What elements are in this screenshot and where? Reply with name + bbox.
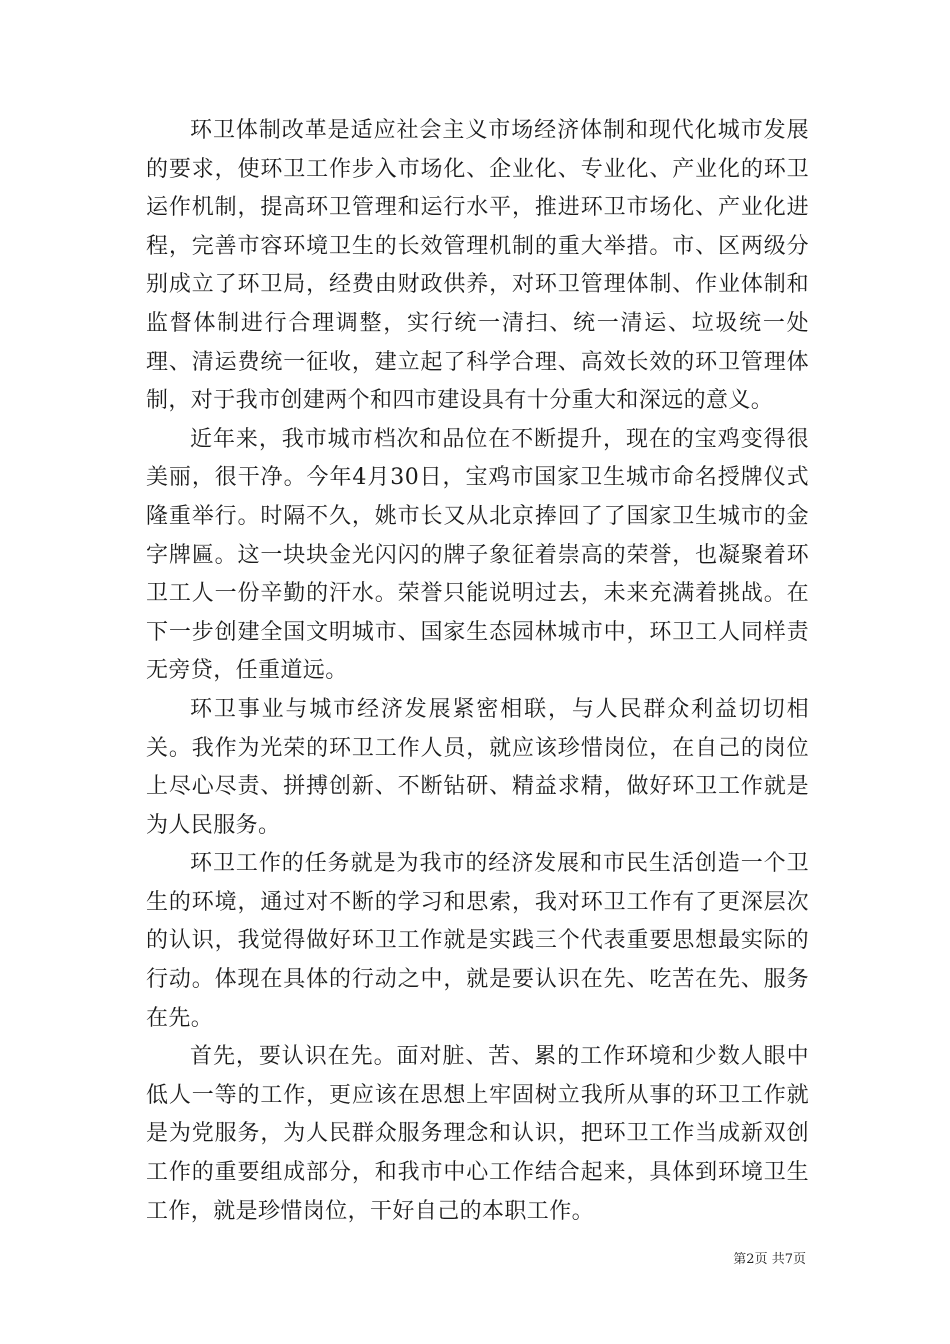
footer-prefix: 第 xyxy=(733,1252,747,1267)
footer-current-page: 2 xyxy=(746,1252,755,1267)
body-text xyxy=(146,112,809,1231)
paragraph-5: 首先，要认识在先。面对脏、苦、累的工作环境和少数人眼中低人一等的工作，更应该在思想上牢固树立我所从事的环卫工作就是为党服务，为人民群众服务理念和认识，把环卫工作当成新双创工作的重要组成部分，和我市中心工作结合起来，具体到环境卫生工作，就是珍惜岗位，干好自己的本职工作。 xyxy=(146,1044,809,1224)
page-number-footer xyxy=(733,1248,806,1267)
paragraph-4: 环卫工作的任务就是为我市的经济发展和市民生活创造一个卫生的环境，通过对不断的学习和思索，我对环卫工作有了更深层次的认识，我觉得做好环卫工作就是实践三个代表重要思想最实际的行动。体现在具体的行动之中，就是要认识在先、吃苦在先、服务在先。 xyxy=(146,851,809,1031)
footer-total-pages: 7 xyxy=(784,1252,793,1267)
paragraph-1: 环卫体制改革是适应社会主义市场经济体制和现代化城市发展的要求，使环卫工作步入市场化、企业化、专业化、产业化的环卫运作机制，提高环卫管理和运行水平，推进环卫市场化、产业化进程，完善市容环境卫生的长效管理机制的重大举措。市、区两级分别成立了环卫局，经费由财政供养，对环卫管理体制、作业体制和监督体制进行合理调整，实行统一清扫、统一清运、垃圾统一处理、清运费统一征收，建立起了科学合理、高效长效的环卫管理体制，对于我市创建两个和四市建设具有十分重大和深远的意义。 xyxy=(146,118,809,414)
footer-suffix: 页 xyxy=(792,1252,806,1267)
paragraph-3: 环卫事业与城市经济发展紧密相联，与人民群众利益切切相关。我作为光荣的环卫工作人员，就应该珍惜岗位，在自己的岗位上尽心尽责、拼搏创新、不断钻研、精益求精，做好环卫工作就是为人民服务。 xyxy=(146,696,809,838)
paragraph-2: 近年来，我市城市档次和品位在不断提升，现在的宝鸡变得很美丽，很干净。今年4月30日，宝鸡市国家卫生城市命名授牌仪式隆重举行。时隔不久，姚市长又从北京捧回了了国家卫生城市的金字牌匾。这一块块金光闪闪的牌子象征着崇高的荣誉，也凝聚着环卫工人一份辛勤的汗水。荣誉只能说明过去，未来充满着挑战。在下一步创建全国文明城市、国家生态园林城市中，环卫工人同样责无旁贷，任重道远。 xyxy=(146,426,809,684)
footer-middle: 页 共 xyxy=(754,1252,785,1267)
